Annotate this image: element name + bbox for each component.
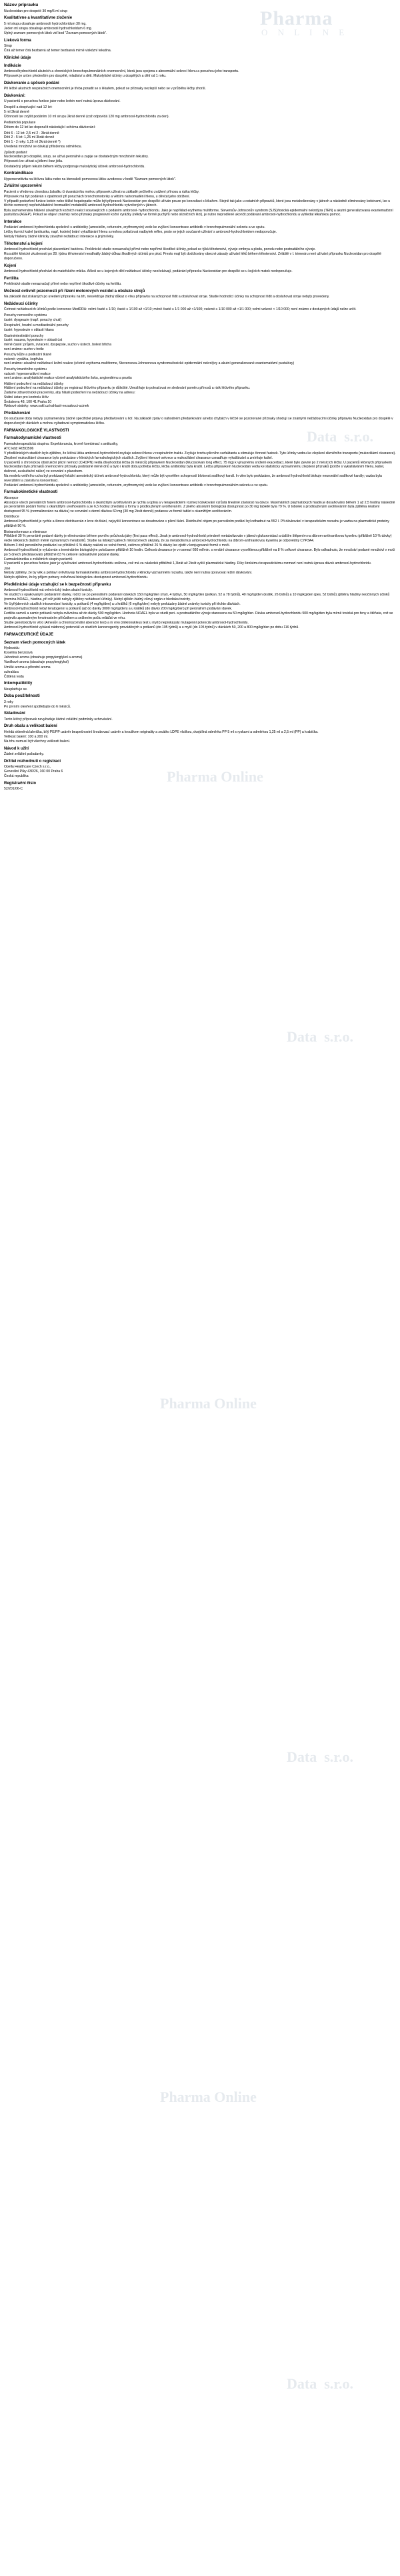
section-heading-drzitel: Držitel rozhodnutí o registraci bbox=[4, 759, 61, 764]
paragraph: Dětem do 12 let lze doporučit následující schéma dávkování: bbox=[4, 125, 96, 129]
paragraph: Dospělí a dospívající nad 12 let: bbox=[4, 105, 53, 110]
paragraph: Podávání ambroxol-hydrochloridu společně s antibiotiky (amoxicilin, cefuroxim, erythromycin) vede ke zvýšení koncentrace antibiotik v bronchopulmonálním sekretu a ve sputu. bbox=[4, 483, 269, 487]
section-heading-interakcie: Interakce bbox=[4, 219, 22, 224]
watermark-data-6: Data s.r.o. bbox=[287, 1748, 354, 1765]
paragraph: časté: dysgeuzie (např. poruchy chuti) bbox=[4, 317, 62, 322]
section-heading-farmakokineticke: Farmakokinetické vlastnosti bbox=[4, 490, 58, 495]
paragraph: Žádáme zdravotnické pracovníky, aby hlásili podezření na nežádoucí účinky na adresu: bbox=[4, 391, 135, 395]
paragraph: V případě podezření funkce ledvin nebo těžké hepatopatie může být přípravek Nucleoxidan pro dospělé užíván pouze po konzultaci s lékařem. Stejně tak jako u ostatních přípravků, které jsou metabolizovány v játrech a následně eliminovány ledvinami, lze u těchto nemocný nepředvídatelné hromadění metabolitů ambroxol-hydrochloridu vytvořených v játrech. bbox=[4, 199, 391, 208]
section-heading-doba-pouzitelnosti: Doba použitelnosti bbox=[4, 694, 40, 699]
paragraph: Účinnosti lze zvýšit podáním 10 ml sirupu 2krát denně (což odpovídá 120 mg ambroxol-hydrochloridu za den). bbox=[4, 114, 170, 119]
paragraph: Gastrointestinální poruchy bbox=[4, 333, 44, 338]
paragraph: sukralóza bbox=[4, 670, 19, 674]
section-heading-klinicke-udaje: Klinické údaje bbox=[4, 55, 31, 60]
paragraph: Vanilkové aroma (obsahuje propylenglykol) bbox=[4, 660, 69, 665]
section-heading-lekova-forma: Lieková forma bbox=[4, 38, 31, 43]
watermark-data-7: Pharma Online bbox=[160, 2089, 257, 2105]
paragraph: Nebyly zjištěny, že by věk a pohlaví ovlivňovaly farmakokinetiku ambroxol-hydrochloridu v klinicky významném rozsahu, takže není nutná úpravovat režim dávkování. bbox=[4, 571, 253, 575]
paragraph: Uvedená množství se dávkují přiloženou odměrkou. bbox=[4, 144, 82, 149]
paragraph: Opella Healthcare Czech s.r.o., bbox=[4, 765, 51, 770]
paragraph: Farmakokinetika u zvláštních skupin pacientů bbox=[4, 557, 73, 561]
paragraph: Pacienti s vředovou chorobou žaludku či dvanáctníku mohou přípravek užívat na základě pečlivého zvážení přínosu a rizika léčby. bbox=[4, 189, 199, 194]
paragraph: Děti 6 - 12 let: 2,5 ml 2 - 3krát denně bbox=[4, 131, 59, 135]
paragraph: Přibližně 30 % perorálně podané dávky je eliminováno během prvního průchodu játry (first pass effect). Jinak je ambroxol-hydrochlorid primárně metabolizován v játrech glukuronidací a dalším štěpením na dibrom-anthranilovou kyselinu (přibližně 10 % dávky) vedle některých dalších méně významných metabolitů. Studie na lidských játrech mikrozomech ukázaly, že za metabolismus ambroxol-hydrochloridu na dibrom-anthranilovou kyselinu je odpovědný CYP3A4. bbox=[4, 534, 392, 543]
paragraph: Webové stránky: www.sukl.cz/nahlasit-nezadouci-ucinek bbox=[4, 404, 89, 409]
paragraph: Nucleoxidan pro dospělé, sirup, se užívá perorálně a zapije se dostatečným množstvím tekutiny. bbox=[4, 155, 149, 159]
paragraph: Ambroxol-hydrochlorid nebyl teratogenní u potkanů (až do dávky 3000 mg/kg/den) a u králíků (do dávky 200 mg/kg/den) při perorálním podávání dávek. bbox=[4, 607, 233, 611]
paragraph: Na základě dat získaných po uvedení přípravku na trh, nesvědčuje žádný důkaz o vlivu přípravku na schopnost řídit a obsluhovat stroje. Studie hodnotící účinky na schopnost řídit a obsluhovat stroje nebyly provedeny. bbox=[4, 295, 330, 299]
section-heading-neziaduce: Nežádoucí účinky bbox=[4, 301, 38, 306]
watermark-pharma-1: Pharma bbox=[260, 7, 333, 29]
paragraph: Děti 2 - 5 let: 1,25 ml 3krát denně bbox=[4, 135, 55, 140]
paragraph: Přípravek je určen především pro dospělé, mladiství a děti. Mukolytické účinky u dospělých a dětí od 1 roku. bbox=[4, 74, 167, 79]
section-heading-fertilita: Fertilita bbox=[4, 276, 19, 281]
paragraph: vzácné: hypersenzitivní reakce bbox=[4, 371, 51, 376]
paragraph: Přípravek lze užívat a jídlem i bez jídla. bbox=[4, 159, 63, 164]
paragraph: Způsob podání: bbox=[4, 150, 28, 155]
paragraph: 3 roky bbox=[4, 700, 13, 704]
paragraph: Četnost nežádoucích účinků podle konvence MedDRA: velmi časté ≥ 1/10; časté ≥ 1/100 až <1/10; méně časté ≥ 1/1 000 až <1/100; vzácné ≥ 1/10 000 až <1/1 000; velmi vzácné < 1/10 000; není známo z dostupných údajů nelze určit. bbox=[4, 307, 357, 312]
paragraph: Jahodové aroma (obsahuje propylenglykol a aroma) bbox=[4, 656, 83, 660]
paragraph: Děti 1 - 2 roky: 1,25 ml 2krát denně *) bbox=[4, 140, 61, 144]
paragraph: Absorpce bbox=[4, 495, 19, 500]
section-heading-ucinky-riadenie: Možnost ovlivnit pozornosti při řízení motorových vozidel a obsluze strojů bbox=[4, 289, 145, 293]
paragraph: Během 3 dnů perorálního podávání se přibližně 6 % dávky nalézá ve volné formě, zatímco přibližně 26 % dávky lze zjistit v konjugované formě v moči. bbox=[4, 543, 230, 547]
paragraph: Sirup bbox=[4, 43, 12, 48]
paragraph: Jeden ml sirupu obsahuje ambroxoli hydrochloridum 6 mg. bbox=[4, 26, 92, 31]
paragraph: Na modelu vnitřního ucha byl prokázaný lokální anestetický účinek ambroxol-hydrochloridu, který může být vysvětlen schopností blokovat sodíkový kanál. In vitro bylo prokázáno, že ambroxol hydrochlorid blokuje neuronální sodíkové kanály; vazba byla reverzibilní a závislá na koncentraci. bbox=[4, 474, 382, 483]
paragraph: Preklinické studie nenaznačují přímé nebo nepřímé škodlivé účinky na fertilitu. bbox=[4, 282, 122, 287]
paragraph: Do současné doby nebyly zaznamenány žádné specifické projevy předávkování u lidí. Na základě zpráv o náhodném předávkování a/nebo chybách v léčbě se pozorované příznaky shodují se známými nežádoucími účinky přípravku Nucleoxidan pro dospělé v doporučených dávkách a mohou vyžadovat symptomatickou léčbu. bbox=[4, 417, 393, 425]
paragraph: 52/201/06-C bbox=[4, 787, 23, 792]
section-heading-davkovani2: Dávkování: bbox=[4, 93, 26, 98]
paragraph: Kyselina benzoová bbox=[4, 651, 33, 656]
paragraph: Hlášení podezření na nežádoucí účinky po registraci léčivého přípravku je důležité. Umožňuje to pokračovat ve sledování poměru přínosů a rizik léčivého přípravku. bbox=[4, 386, 251, 391]
section-heading-obal: Druh obalu a velikost balení bbox=[4, 724, 57, 729]
paragraph: Nebyly hlášeny žádné klinicky závažné nežádoucí interakce a jinými léky. bbox=[4, 235, 115, 239]
paragraph: časté: nauzea, hypestezie v oblasti úst bbox=[4, 338, 63, 343]
watermark-data-5: Pharma Online bbox=[160, 1395, 257, 1412]
product-name: Nucleoxidan pre dospelé 30 mg/5 ml sirup bbox=[4, 9, 68, 13]
paragraph: Velikost balení: 100 a 200 ml. bbox=[4, 735, 49, 739]
paragraph: Šrobárova 48, 100 41 Praha 10 bbox=[4, 399, 52, 404]
paragraph: Přípravek má být podáván s opatrností při poruchách bronchomotoriky a větším nahromadění hlenu, u děvčat jeho obtížení. bbox=[4, 194, 190, 199]
watermark-data-8: Data s.r.o. bbox=[287, 2375, 354, 2392]
paragraph: Farmakoterapeutická skupina: Expektorancia, kromě kombinací s antitusiky, bbox=[4, 441, 119, 446]
paragraph: Nebylo zjištěno, že by příjem potravy ovlivňoval biologickou dostupnost ambroxol-hydrochloridu. bbox=[4, 575, 149, 580]
paragraph: Hnědá skleněná lahvička, bílý PE/PP uzávěr bezpečnostní šroubovací uzávěr a krouškem originality a zrcátko LDPE vložkou, dvojdílná odměrka PP 5 ml s ryskami a odměrkou 1,25 ml a 2,5 ml (PP) a krabička. bbox=[4, 730, 319, 734]
paragraph: Ambroxol-hydrochlorid je rychle a široce distribuován z krve do tkání, nejvyšší koncentrace se dosahováno v plicní tkáni. Distribuční objem po perorálním podání byl odhadnut na 552 l. Při dávkování v terapeutickém rozsahu je vazba na plazmatické proteiny přibližně 90 %. bbox=[4, 519, 389, 528]
watermark-data-2: Data s.r.o. bbox=[307, 428, 374, 445]
paragraph: Čirá až temer čirá bezbarvá až temer bezbarvá mírně viskózní tekutina. bbox=[4, 49, 112, 53]
document-sections bbox=[4, 16, 396, 792]
paragraph: Ambroxol-hydrochlorid je vylučován s terminálním biologickým poločasem přibližně 10 hodin. Celková clearance je v rozmezí 660 ml/min. s renální clearance vysvětlenou přibližně na 8 % celkové clearance. Bylo odhadnuto, že množství podané množství v moči po 5 dnech představovalo přibližně 83 % celkové radioaktivně podané dávky. bbox=[4, 548, 395, 557]
paragraph: Pediatrická populace bbox=[4, 121, 36, 125]
paragraph: V předklinických studiích bylo zjištěno, že léčivá látka ambroxol-hydrochlorid zvyšuje sekreci hlenu v respiračním traktu. Zvyšuje tvorbu plicního surfaktantu a stimuluje činnost řasinek. Tyto účinky vedou ke zlepšení slizničního transportu (mukociliární clearance). Zlepšení mukociliární clearance bylo prokázáno v klinických farmakologických studiích. Zvýšení hlenové sekrece a mukociliární clearance usnadňuje vykašlávání a zmírňuje kašel. bbox=[4, 451, 396, 460]
paragraph: Rozsáhlé klinické zkušenosti po 28. týdnu těhotenství neodhalily žádný důkaz škodlivých účinků pro plod. Presto mají být dodržovány obecné zásady užívání léků během těhotenství. Zvláště v I. trimestru není užívání přípravku Nucleoxidan pro dospělé doporučeno. bbox=[4, 252, 381, 261]
paragraph: Ambroxol-hydrochlorid prochází placentární bariérou. Preklinické studie nenaznačují přímé nebo nepřímé škodlivé účinky, pokud se týká těhotenství, vývoje embrya a plodu, porodu nebo postnatálního vývoje. bbox=[4, 247, 316, 252]
paragraph: Česká republika bbox=[4, 774, 29, 779]
paragraph: Ambroxol-hydrochlorid má velmi nízký index akutní toxicity. bbox=[4, 588, 93, 593]
paragraph: Hydroxidu bbox=[4, 646, 19, 651]
section-heading-likvidace: Návod k užití bbox=[4, 746, 29, 751]
paragraph: Biotransformace a eliminace bbox=[4, 529, 47, 534]
paragraph: Dostatečný příjem tekutin během léčby podporuje mukolytický účinek ambroxol-hydrochloridu. bbox=[4, 164, 145, 169]
section-heading-kvalitativne: Kvalitatívne a kvantitatívne zloženie bbox=[4, 16, 73, 21]
paragraph: Ve studiích s opakovaným podáváním dávky, rodící se po perorálním podávání dávkách 150 mg/kg/den (myš, 4 týdny), 50 mg/kg/den (potkan, 52 a 78 týdnů), 40 mg/kg/den (králík, 26 týdnů) a 10 mg/kg/den (pes, 52 týdnů) zjištěny hladiny neúčinných účinků (nomina NOAEL, hladina, při níž ještě nebyly zjištěny nežádoucí účinky). Nebyl zjištěn žádný cílový orgán z hlediska toxicity. bbox=[4, 593, 390, 601]
section-heading-kontraindikacie: Kontraindikace bbox=[4, 171, 33, 176]
section-heading-upozornenia: Zvláštní upozornění bbox=[4, 184, 42, 189]
section-heading-inkompatibility: Inkompatibility bbox=[4, 682, 33, 686]
section-heading-regcislo: Registrační číslo bbox=[4, 781, 37, 786]
paragraph: Při léčbě akutních respiračních onemocnění je třeba poradit se s lékařem, pokud se příznaky nezlepší nebo se v průběhu léčby zhorší. bbox=[4, 87, 206, 91]
paragraph: Hlášení podezření na nežádoucí účinky bbox=[4, 381, 64, 386]
paragraph: Respirační, hrudní a mediastinální poruchy bbox=[4, 323, 69, 328]
paragraph: Poruchy imunitního systému bbox=[4, 367, 47, 371]
document-page bbox=[0, 0, 400, 798]
paragraph: Poruchy kůže a podkožní tkáně bbox=[4, 353, 52, 357]
paragraph: Státní ústav pro kontrolu léčiv bbox=[4, 395, 49, 400]
paragraph: U pacientů s poruchou funkce jater nebo ledvin není nutná úprava dávkování. bbox=[4, 99, 121, 104]
paragraph: Léčby tlumící kašel (antitusika, např. kodein) brání vykašlávání hlenu a mohou potlačovat nadbytek reflex, proto se jejich současné užívání s ambroxol-hydrochloridem nedoporučuje. bbox=[4, 230, 277, 235]
section-heading-predavkovani: Předávkování bbox=[4, 411, 31, 415]
paragraph: U pacientů s chronickou obstrukční plicní nemocí (CHOPN) vedla dlouhodobá léčba (6 měsíců) přípravkem Nucleoxidan (Mucosolvan long effect, 75 mg) k výraznému snížení exacerbací, které bylo zjevné po 2 měsících léčby. U pacientů léčených přípravkem Nucleoxidan bylo příznaků onemocnění příznaky podstatně méně dnů a bylo i kratší dobu potřeba léčby, léčba antibiotiky byla kratší. Léčba přípravkem Nucleoxidan vedla ke statisticky významnému zlepšení příznaků (potíže s vykašláváním hlenu, kašel, dušnost, auskultační nález) ve srovnání s placebem. bbox=[4, 460, 392, 474]
paragraph: vzácné: vyrážka, kopřivka bbox=[4, 357, 43, 361]
section-heading-skladovani: Skladování bbox=[4, 712, 25, 716]
paragraph: Na trhu nemusí být všechny velikosti balení. bbox=[4, 740, 71, 744]
paragraph: Jiné bbox=[4, 566, 11, 571]
section-heading-davkovanie: Dávkovanie a spôsob podání bbox=[4, 81, 59, 85]
paragraph: Ambroxol-hydrochlorid vykázal nádorový potenciál ve studiích kancerogenity prováděných u potkanů (do 105 týdnů) a u myší (do 105 týdnů) v dávkách 50, 200 a 800 mg/kg/den po dobu 116 týdnů. bbox=[4, 625, 299, 630]
paragraph: Distribuce bbox=[4, 515, 19, 519]
paragraph: Poruchy nervového systému bbox=[4, 313, 47, 318]
section-heading-indikacie: Indikácie bbox=[4, 63, 21, 68]
section-heading-farmaceuticke: FARMACEUTICKÉ ÚDAJE bbox=[4, 632, 54, 637]
paragraph: Neuplatňuje se. bbox=[4, 687, 28, 692]
paragraph: Generální Píky 430/26, 160 00 Praha 6 bbox=[4, 770, 63, 774]
paragraph: Po prvním otevření spotřebujte do 6 měsíců. bbox=[4, 704, 71, 709]
paragraph: není známo: závažné nežádoucí kožní reakce (včetně erythema multiforme, Stevensova-Johnsonova syndromu/toxické epidermální nekrolýzy a akutní generalizované exantematózní pustulózy) bbox=[4, 361, 295, 366]
paragraph: Ambroxolhydrochlorid akutních a chronických bronchopulmonálních onemocnění, která jsou spojena s abnormální sekrecí hlenu a poruchou jeho transportu. bbox=[4, 69, 239, 73]
section-heading-kojeni: Kojení bbox=[4, 263, 17, 268]
paragraph: 5 ml 3krát denně bbox=[4, 109, 29, 114]
paragraph: Absorpce všech perorálních forem ambroxol-hydrochloridu s okamžitým uvolňováním je rychlá a úplná a v terapeutickém rozmezí dávkování vzrůstá lineárně závislost na dávce. Maximálních plazmatických hladin je dosahováno během 1 až 2,5 hodiny následně po perorálním podání formy s okamžitým uvolňováním a ze 6,5 hodiny (medián) u formy s prodlouženým uvolňováním. Z jiného absolutní biologická dostupnost po 30 mg tabletě byla 79 %. U tobolek s prodlouženým uvolňováním byla zjištěna relativní dostupnost 95 % (normalizováno na dávku) ve srovnání s denní dávkou 60 mg (30 mg 2krát denně) podanou ve formě tablet s okamžitým uvolňováním. bbox=[4, 500, 395, 513]
section-heading-tehotenstvi: Těhotenství a kojení bbox=[4, 241, 43, 246]
paragraph: Umělé aroma a přírodní aroma bbox=[4, 665, 51, 670]
section-heading-pomocne: Seznam všech pomocných látek bbox=[4, 640, 66, 645]
paragraph: časté: hypestezie v oblasti hltanu bbox=[4, 328, 54, 333]
paragraph: Fertilita samců a samic potkanů nebyla ovlivněna až do dávky 500 mg/kg/den. Hodnota NOAEL byla ve studii peri- a postnatálního vývoje stanovena na 50 mg/kg/den. Dávka ambroxol-hydrochloridu 500 mg/kg/den byla mírně toxická pro feny a štěňata, což se projevilo zpomaleným hmotnostním přírůstkem a snížením počtu mláďat ve vrhu. bbox=[4, 611, 393, 620]
watermark-data-4: Data s.r.o. bbox=[287, 1028, 354, 1045]
paragraph: není známo: anafylaktické reakce včetně anafylaktického šoku, angioedému a pruritu bbox=[4, 376, 132, 381]
paragraph: Podávání ambroxol-hydrochloridu společně s antibiotiky (amoxicilin, cefuroxim, erythromycin) vede ke zvýšení koncentrace antibiotik v bronchopulmonální sekretu a ve sputu. bbox=[4, 225, 265, 230]
watermark-data-3: Pharma Online bbox=[167, 768, 263, 785]
paragraph: Úplný zoznam pomocných látok viď bod "Zoznam pomocných látok". bbox=[4, 31, 107, 35]
paragraph: Studie genotoxicity in vitro (Amesův a chromozomální aberační test) a in vivo (mikronukleus test u myší) neprokázaly mutagenní potenciál ambroxol-hydrochloridu. bbox=[4, 621, 249, 625]
paragraph: Čištěná voda bbox=[4, 674, 24, 679]
section-heading-farmakodynamicke: Farmakodynamické vlastnosti bbox=[4, 436, 61, 441]
paragraph: není známo: sucho v hrdle bbox=[4, 347, 44, 351]
paragraph: méně časté: průjem, zvracení, dyspepsie, sucho v ústech, bolest břicha bbox=[4, 342, 112, 347]
paragraph: Byla zaznamenána hlášení závažných kožních reakcí souvisejících s podáním ambroxol- hydrochloridu. Jako je například erythema multiforme, Stevensův-Johnsonův syndrom (SJS)/toxická epidermální nekrolýza (TEN) a akutní generalizovaná exantematózní pustulóza (AGEP). Pokud se objeví známky nebo příznaky progresivní kožní vyrážky (někdy ve formě puchýřů nebo slizničních lézí), je nutno neprodleně ukončit podávání ambroxol-hydrochloridu a vyhledat lékařskou pomoc. bbox=[4, 208, 393, 217]
page-title: Názov prípravku bbox=[4, 3, 39, 7]
paragraph: U pacientů s poruchou funkce jater je vylučování ambroxol-hydrochloridu snížena, což má za následek přibližně 1,3krát až 2krát vyšší plazmatické hladiny. Díky širokému terapeutickému rozmezí není nutná úprava dávek ambroxol-hydrochloridu. bbox=[4, 561, 372, 566]
section-heading-preklinicke: Předklinické údaje vztahující se k bezpečnosti přípravku bbox=[4, 582, 111, 587]
paragraph: Žádné zvláštní požadavky. bbox=[4, 752, 44, 757]
paragraph: Ambroxol-hydrochlorid přechází do mateřského mléka. Ačkoli se u kojených dětí nežádoucí účinky neočekávají, podávání přípravku Nucleoxidan pro dospělé se u kojících matek nedoporučuje. bbox=[4, 269, 293, 274]
paragraph: Tento léčivý přípravek nevyžaduje žádné zvláštní podmínky uchovávání. bbox=[4, 717, 113, 722]
paragraph: ATC kód: R05CB06 bbox=[4, 447, 34, 451]
paragraph: Hypersenzitivita na léčivou látku nebo na kteroukoli pomocnou látku uvedenou v bodě "Seznam pomocných látek". bbox=[4, 177, 177, 181]
paragraph: 5 ml sirupu obsahuje ambroxoli hydrochloridum 30 mg. bbox=[4, 21, 87, 26]
watermark-online-1: O N L I N E bbox=[261, 27, 349, 37]
section-heading-farmakologicke: FARMAKOLOGICKÉ VLASTNOSTI bbox=[4, 428, 69, 433]
paragraph: Ve čtyřtýdenních studiích intravenózní toxicity, u potkanů (4 mg/kg/den) a u králíků (6 mg/kg/den) nebyly prokázány žádné známky toxicity při těchto dávkách. bbox=[4, 602, 241, 607]
